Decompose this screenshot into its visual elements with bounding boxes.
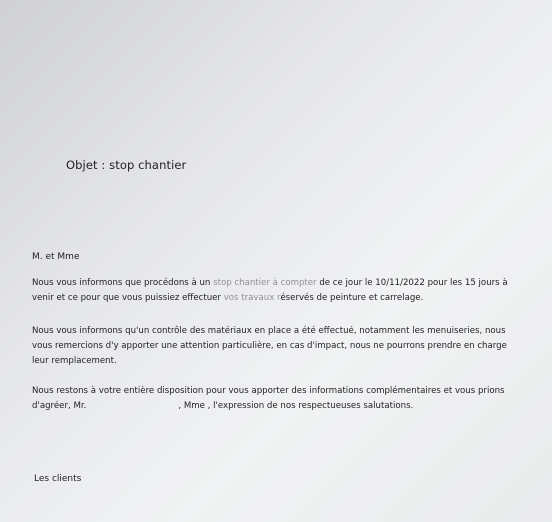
paragraph3-part2: , Mme , l'expression de nos respectueuses salutations. — [178, 401, 414, 411]
paragraph-stop-chantier — [32, 276, 520, 306]
paragraph-controle-materiaux: Nous vous informons qu'un contrôle des matériaux en place a été effectué, notamment les menuiseries, nous vous remercions d'y apporter une attention particulière, en cas d'impact, nous ne pourrons prendre en charge leur remplacement. — [32, 326, 507, 366]
paragraph1-part2: de ce jour le 10/11/2022 pour les 15 jours à venir et ce pour que vous puissiez effectuer — [32, 278, 508, 303]
paragraph3-part1: Nous restons à votre entière disposition pour vous apporter des informations complémentaires et vous prions d'agréer, Mr. — [32, 386, 505, 411]
paragraph1-part1: Nous vous informons que procédons à un — [32, 278, 214, 288]
letter-signature: Les clients — [34, 474, 82, 484]
paragraph1-part3: éservés de peinture et carrelage. — [280, 293, 424, 303]
letter-salutation: M. et Mme — [32, 252, 80, 262]
letter-subject: Objet : stop chantier — [66, 158, 187, 172]
paragraph1-faded1: stop chantier à compter — [213, 278, 317, 288]
paragraph-salutations — [32, 384, 520, 414]
paragraph1-faded2: vos travaux r — [223, 293, 281, 303]
